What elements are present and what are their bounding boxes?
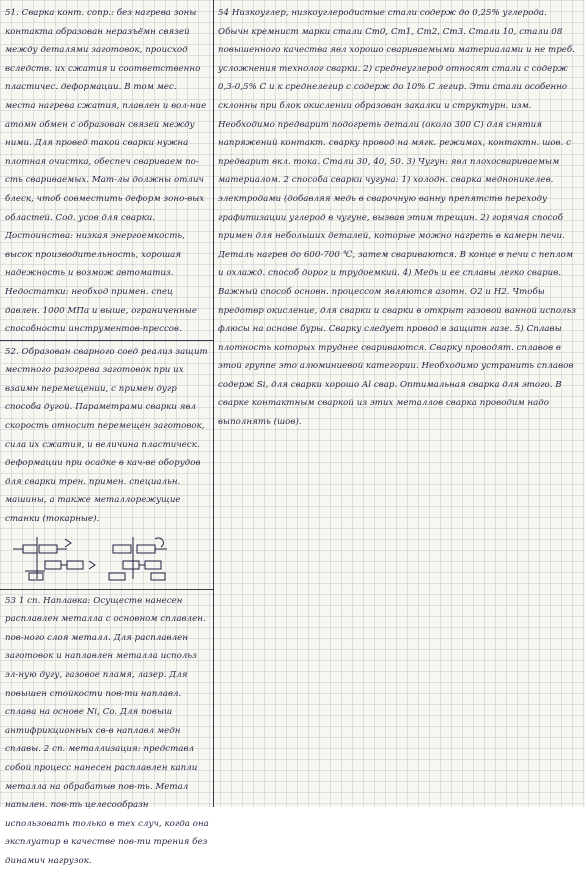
sketch-block bbox=[123, 561, 139, 569]
sketch-arrow bbox=[65, 539, 71, 547]
note-section-54 bbox=[218, 4, 580, 432]
note-section-52 bbox=[5, 343, 209, 585]
section-text: 1 сп. Наплавка: Осуществ нанесен расплавлен металла с основном сплавлен. пов-ного слоя металл. Для расплавлен заготовок и наплавлен металла использ эл-ную дугу, газовое пламя, лазер. Для повышен стойкости пов-ти наплавл. сплава на основе Ni, Co. Для повыш антифрикционных св-в наплавл медн сплавы. 2 сп. металлизация: представл собой процесс нанесен расплавлен капли металла на обрабатыв пов-ть. Метал напылен. пов-ть целесообразн использовать только в тех случ, когда она эксплуатир в качестве пов-ти трения без динамич нагрузок. bbox=[5, 595, 209, 866]
sketch-block bbox=[45, 561, 61, 569]
section-text: Образован сварного соед реализ защит местного разогрева заготовок при их взаимн перемещении, с примен дугр способа дугой. Параметрами сварки явл скорость относит перемещен заготовок, сила их сжатия, и величина пластическ. деформации при осадке в кач-ве оборудов для сварки трен. примен. специальн. машины, а также металлорежущие станки (токарные). bbox=[5, 346, 208, 525]
left-column bbox=[5, 4, 209, 866]
sketch-arrow bbox=[89, 561, 95, 569]
section-number: 51. bbox=[5, 8, 19, 18]
note-paragraph bbox=[218, 4, 580, 432]
sketch-drawing bbox=[5, 531, 209, 585]
friction-welding-sketch bbox=[5, 531, 209, 585]
section-number: 52. bbox=[5, 346, 19, 357]
sketch-block bbox=[39, 545, 57, 553]
note-paragraph bbox=[5, 4, 209, 339]
right-column bbox=[218, 4, 580, 564]
sketch-rotation-arrow bbox=[155, 538, 163, 547]
section-text: Низкоуглер, низкоуглеродистые стали содерж до 0,25% углерода. Обычн кремнист марки стали Ст0, Ст1, Ст2, Ст3. Стали 10, стали 08 повышенного качества явл хорошо свариваемыми материалами и не треб. усложнения технолог сварки. 2) среднеуглерод относят стали с содерж 0,3-0,5% С и к среднелегир с содерж до 10% С легир. Эти стали особенно склонны при блок окислении образован закалки и структурн. изм. Необходимо предварит подогреть детали (около 300 С) для снятия напряжений контакт. сварку провод на мягк. режимах, контактн. шов. с предварит вкл. тока. Стали 30, 40, 50. 3) Чугун: явл плохосвариваемым материалом. 2 способа сварки чугуна: 1) холодн. сварка медноникелев. электродами (добавляя медь в сварочную ванну препятств переходу графитизации углерод в чугуне, вызвав этим трещин. 2) горячая способ примен для небольших деталей, которые можно нагреть в камерн печи. Деталь нагрев до 600-700 ℃, затем свариваются. В конце в печи с пеплом и охлажд. способ дорог и трудоемкий. 4) Медь и ее сплавы легко сварив. Важный способ основн. процессом являются азотн. О2 и Н2. Чтобы предотвр окисление, для сварки и сварки в открыт газовой ванной использ флюсы на основе буры. Сварку следует провод в защитн газе. 5) Сплавы плотность которых труднее свариваются. Сварку проводят. сплавов в этой группе это алюминиевой категории. Необходимо устранить сплавов содерж Si, для сварки хорошо Al свар. Оптимальная сварка для этого. В сварке контактным сваркой из этих металлов сварка проводим надо выполнять (шов). bbox=[218, 8, 577, 428]
section-separator bbox=[0, 589, 214, 590]
section-number: 54 bbox=[218, 8, 230, 18]
sketch-block bbox=[151, 573, 165, 580]
section-number: 53 bbox=[5, 595, 17, 606]
sketch-block bbox=[113, 545, 131, 553]
note-section-53 bbox=[5, 592, 209, 871]
sketch-block bbox=[29, 573, 43, 580]
sketch-block bbox=[137, 545, 155, 553]
note-paragraph bbox=[5, 592, 209, 871]
sketch-block bbox=[67, 561, 83, 569]
note-section-51 bbox=[5, 4, 209, 339]
sketch-block bbox=[145, 561, 161, 569]
section-text: Сварка конт. сопр.: без нагрева зоны контакта образован неразъёмн связей между деталями заготовок, происход вследств. их сжатия и соответственно пластичес. деформации. В том мес. места нагрева сжатия, плавлен и вол-ние атомн обмен с образован связей между ними. Для провед такой сварки нужна плотная очистка, обеспеч свариваем по-сть свариваемых. Мат-лы должны отлич блеск, чтоб совместить деформ зоно-вых областей. Сод. усов для сварки. Достоинства: низкая энергоемкость, высок производительность, хорошая надежность и возмож автоматиз. Недостатки: необход примен. спец давлен. 1000 МПа и выше, ограниченные способности инструментов-прессов. bbox=[5, 8, 207, 335]
sketch-block bbox=[109, 573, 125, 580]
sketch-block bbox=[23, 545, 37, 553]
section-separator bbox=[0, 340, 214, 341]
note-paragraph bbox=[5, 343, 209, 529]
column-divider bbox=[213, 0, 214, 807]
